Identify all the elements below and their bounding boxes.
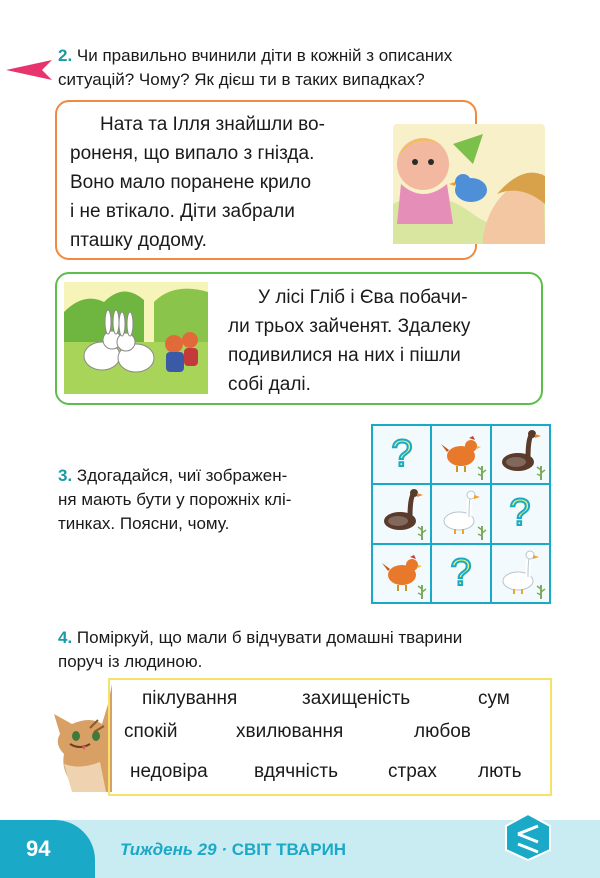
q4-number: 4. xyxy=(58,628,73,647)
q3-line3: тинках. Поясни, чому. xyxy=(58,514,230,533)
footer-week: Тиждень 29 xyxy=(120,840,217,859)
rabbits-illustration xyxy=(64,282,208,394)
q2-prompt xyxy=(58,44,578,92)
svg-text:?: ? xyxy=(509,492,531,534)
question-mark-icon xyxy=(441,549,481,598)
q3-number: 3. xyxy=(58,466,73,485)
story2-text xyxy=(228,283,530,399)
plant-sprig-icon xyxy=(417,583,427,599)
footer-title xyxy=(120,840,346,860)
grid-cell xyxy=(373,545,430,602)
svg-text:?: ? xyxy=(450,551,472,593)
animal-grid xyxy=(371,424,551,604)
grid-cell xyxy=(492,545,549,602)
story1-line: роненя, що випало з гнізда. xyxy=(70,143,315,164)
kitten-illustration xyxy=(50,684,112,792)
story2-line: У лісі Гліб і Єва побачи- xyxy=(258,287,468,308)
footer-separator: · xyxy=(221,840,228,859)
plant-sprig-icon xyxy=(417,524,427,540)
word-chip: хвилювання xyxy=(236,721,344,742)
plant-sprig-icon xyxy=(477,524,487,540)
q4-prompt xyxy=(58,626,578,674)
grid-cell xyxy=(373,485,430,542)
word-chip: лють xyxy=(478,761,522,782)
svg-text:?: ? xyxy=(391,433,413,475)
word-chip: спокій xyxy=(124,721,178,742)
children-bird-illustration xyxy=(393,124,545,244)
grid-cell xyxy=(492,485,549,542)
story1-line: Ната та Ілля знайшли во- xyxy=(100,114,325,135)
page-number: 94 xyxy=(26,836,51,861)
grid-cell xyxy=(432,485,489,542)
plant-sprig-icon xyxy=(536,464,546,480)
q3-line1: Здогадайся, чиї зображен- xyxy=(76,466,288,485)
q2-number: 2. xyxy=(58,46,73,65)
plant-sprig-icon xyxy=(536,583,546,599)
word-chip: страх xyxy=(388,761,437,782)
compass-badge-icon xyxy=(504,812,552,862)
q2-line1: Чи правильно вчинили діти в кожній з описаних xyxy=(76,46,453,65)
story1-line: Воно мало поранене крило xyxy=(70,172,312,193)
word-chip: вдячність xyxy=(254,761,338,782)
q3-prompt xyxy=(58,464,358,536)
story1-text xyxy=(70,110,380,255)
q2-line2: ситуацій? Чому? Як дієш ти в таких випадках? xyxy=(58,70,425,89)
word-chip: піклування xyxy=(142,688,238,709)
story2-line: ли трьох зайченят. Здалеку xyxy=(228,316,471,337)
q4-line1: Поміркуй, що мали б відчувати домашні тварини xyxy=(76,628,463,647)
q3-line2: ня мають бути у порожніх клі- xyxy=(58,490,292,509)
plant-sprig-icon xyxy=(477,464,487,480)
q4-line2: поруч із людиною. xyxy=(58,652,203,671)
question-mark-icon xyxy=(382,430,422,479)
word-chip: любов xyxy=(414,721,471,742)
grid-cell xyxy=(492,426,549,483)
question-mark-icon xyxy=(500,489,540,538)
pointer-arrow-icon xyxy=(4,56,54,84)
footer-topic: СВІТ ТВАРИН xyxy=(231,840,347,859)
grid-cell xyxy=(432,545,489,602)
grid-cell xyxy=(373,426,430,483)
word-chip: недовіра xyxy=(130,761,208,782)
story2-line: подивилися на них і пішли xyxy=(228,345,461,366)
story1-line: пташку додому. xyxy=(70,230,207,251)
story2-line: собі далі. xyxy=(228,374,311,395)
word-chip: захищеність xyxy=(302,688,411,709)
grid-cell xyxy=(432,426,489,483)
word-chip: сум xyxy=(478,688,510,709)
story1-line: і не втікало. Діти забрали xyxy=(70,201,295,222)
